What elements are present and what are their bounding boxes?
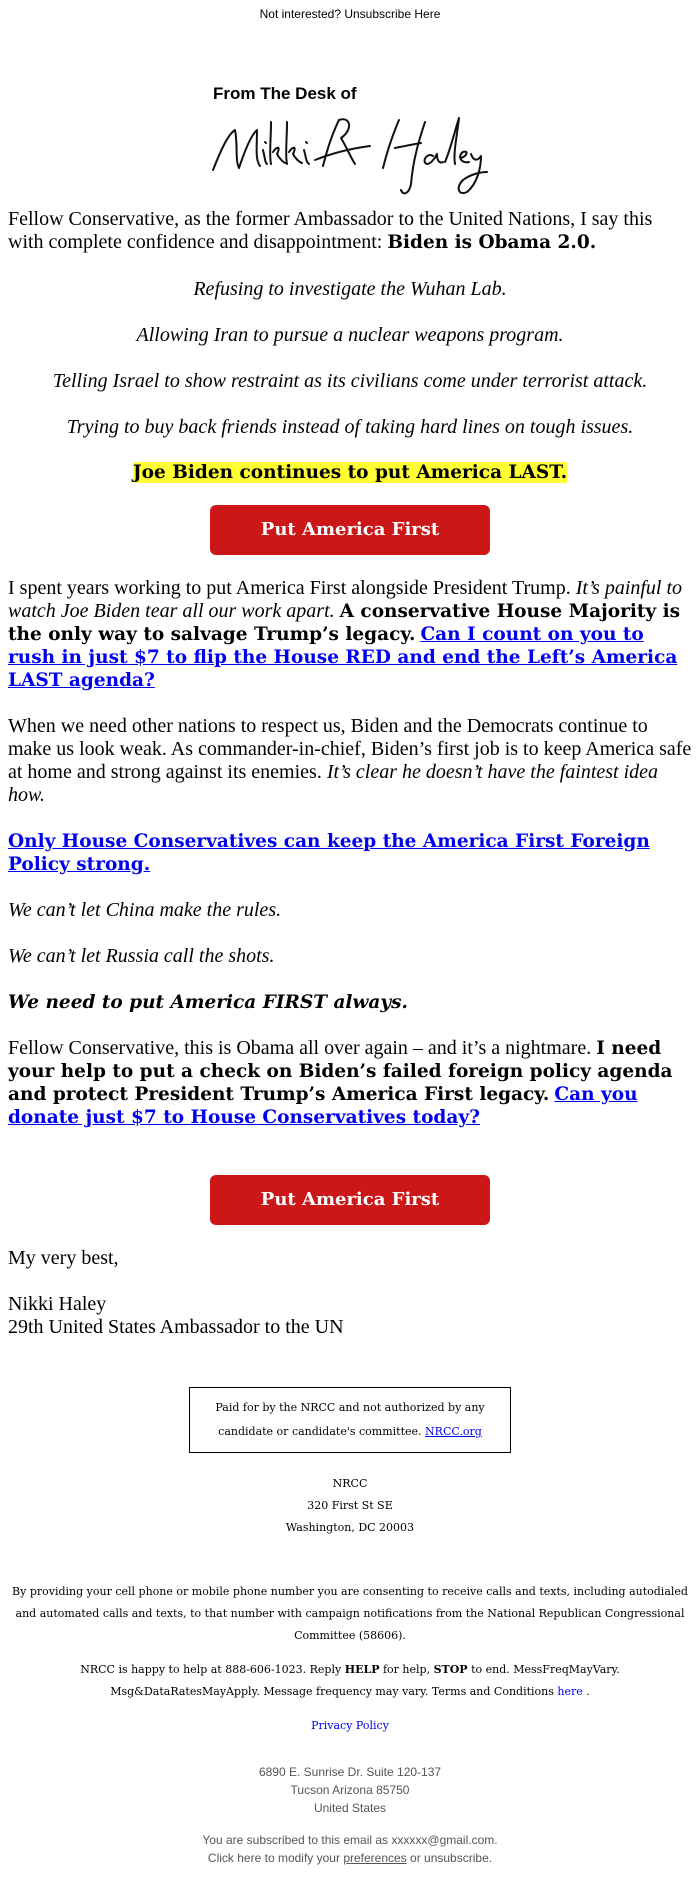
- donate-link-2[interactable]: Can you donate just $7 to House Conservatives today?: [8, 1084, 638, 1128]
- paragraph-russia: We can’t let Russia call the shots.: [8, 945, 275, 967]
- paragraph-trump-legacy: I spent years working to put America First alongside President Trump. It’s painful to watch Joe Biden tear all our work apart. A conservative House Majority is the only way to salvage Trump’s legacy. Can I count on you to rush in just $7 to flip the House RED and end the Left’s America LAST agenda?: [8, 577, 683, 691]
- help-text: NRCC is happy to help at 888-606-1023. Reply HELP for help, STOP to end. MessFreqMayVary. Msg&DataRatesMayApply. Message frequency may vary. Terms and Conditions here .: [80, 1663, 620, 1698]
- nrcc-address: NRCC 320 First St SE Washington, DC 20003: [285, 1477, 415, 1534]
- point-1: Refusing to investigate the Wuhan Lab.: [193, 278, 507, 300]
- paragraph-nightmare: Fellow Conservative, this is Obama all over again – and it’s a nightmare. I need your help to put a check on Biden’s failed foreign policy agenda and protect President Trump’s America First legacy. Can you donate just $7 to House Conservatives today?: [8, 1037, 673, 1128]
- donate-link-1[interactable]: Can I count on you to rush in just $7 to flip the House RED and end the Left’s America LAST agenda?: [8, 624, 678, 691]
- paragraph-foreign-policy: [8, 830, 692, 876]
- intro-paragraph: Fellow Conservative, as the former Ambassador to the United Nations, I say this with complete confidence and disappointment: Biden is Obama 2.0.: [8, 208, 653, 253]
- paragraph-america-first: We need to put America FIRST always.: [8, 992, 408, 1013]
- letter-header: [0, 84, 700, 202]
- point-3: Telling Israel to show restraint as its civilians come under terrorist attack.: [52, 370, 648, 392]
- put-america-first-button[interactable]: Put America First: [210, 505, 490, 555]
- point-2: Allowing Iran to pursue a nuclear weapons program.: [136, 324, 564, 346]
- letter-body: [0, 208, 700, 1339]
- unsubscribe-text[interactable]: Not interested? Unsubscribe Here: [259, 7, 441, 21]
- privacy-row: [0, 1715, 700, 1737]
- highlight-text: Joe Biden continues to put America LAST.: [132, 462, 568, 483]
- signer-name: Nikki Haley: [8, 1293, 107, 1315]
- preferences-link[interactable]: preferences: [343, 1851, 407, 1865]
- terms-here-link[interactable]: here: [557, 1685, 583, 1698]
- point-4: Trying to buy back friends instead of taking hard lines on tough issues.: [66, 416, 634, 438]
- paragraph-weak: When we need other nations to respect us, Biden and the Democrats continue to make us look weak. As commander-in-chief, Biden’s first job is to keep America safe at home and strong against its enemies. It’s clear he doesn’t have the faintest idea how.: [8, 715, 692, 806]
- closing: My very best,: [8, 1247, 119, 1269]
- nrcc-link[interactable]: NRCC.org: [425, 1425, 482, 1438]
- subscription-info: You are subscribed to this email as xxxxxx@gmail.com. Click here to modify your preferences or unsubscribe.: [202, 1833, 498, 1865]
- put-america-first-button-2[interactable]: Put America First: [210, 1175, 490, 1225]
- unsubscribe-link[interactable]: [0, 0, 700, 29]
- foreign-policy-link[interactable]: Only House Conservatives can keep the America First Foreign Policy strong.: [8, 831, 650, 875]
- paid-for-disclaimer: Paid for by the NRCC and not authorized by any candidate or candidate's committee. NRCC.org: [189, 1387, 511, 1453]
- signature-image: [205, 100, 495, 200]
- from-desk-label: From The Desk of: [213, 84, 357, 103]
- highlight-line: [8, 461, 692, 484]
- footer-address: 6890 E. Sunrise Dr. Suite 120-137 Tucson Arizona 85750 United States: [258, 1765, 442, 1815]
- signer-title: 29th United States Ambassador to the UN: [8, 1316, 344, 1338]
- paragraph-china: We can’t let China make the rules.: [8, 899, 282, 921]
- privacy-policy-link[interactable]: Privacy Policy: [311, 1719, 389, 1732]
- intro-bold: Biden is Obama 2.0.: [387, 232, 597, 253]
- consent-text: By providing your cell phone or mobile phone number you are consenting to receive calls and texts, including autodialed and automated calls and texts, to that number with campaign notifications from the National Republican Congressional Committee (58606).: [12, 1585, 688, 1642]
